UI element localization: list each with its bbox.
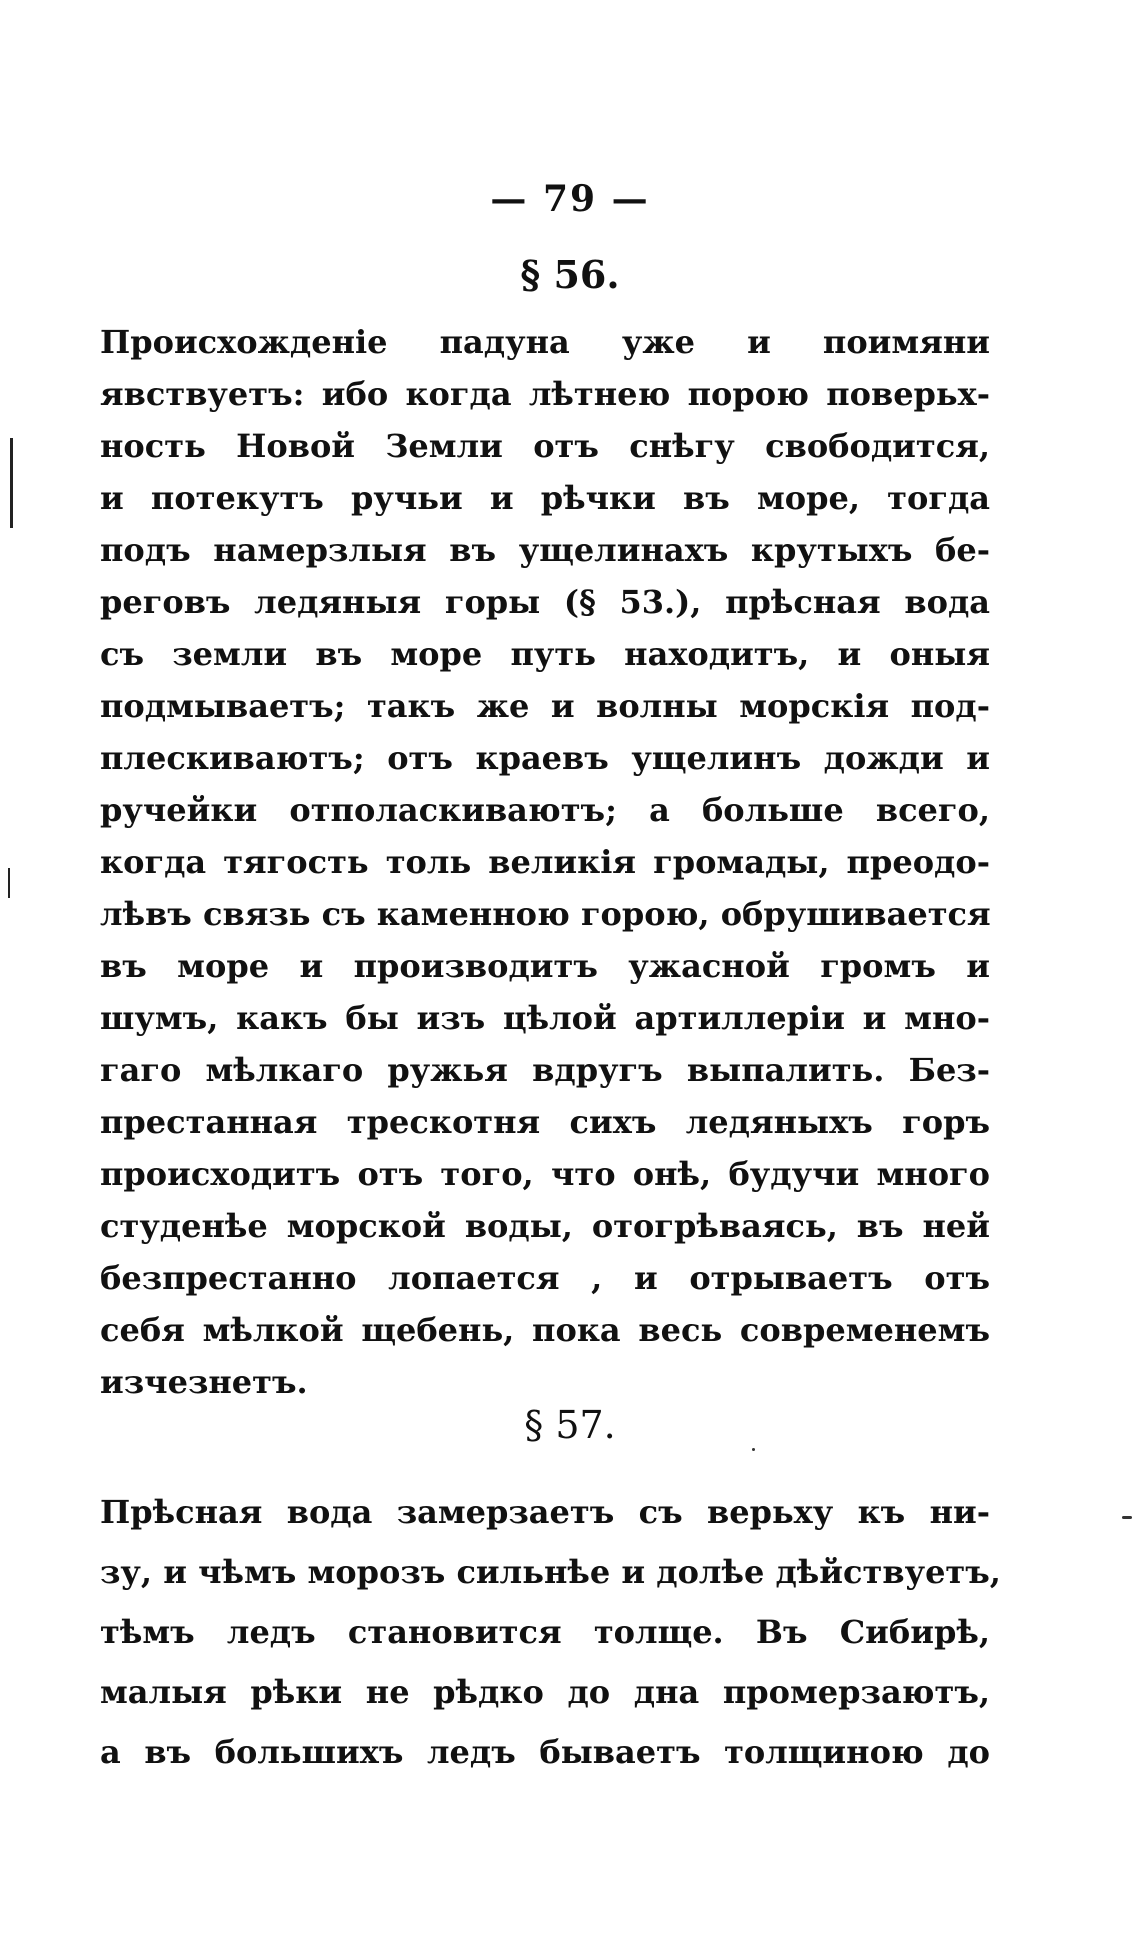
text-line: и потекутъ ручьи и рѣчки въ море, тогда [100, 479, 990, 517]
text-line: престанная трескотня сихъ ледяныхъ горъ [100, 1103, 990, 1141]
text-line: студенѣе морской воды, отогрѣваясь, въ ней [100, 1207, 990, 1245]
text-line: тѣмъ ледъ становится толще. Въ Сибирѣ, [100, 1613, 990, 1651]
text-line: въ море и производитъ ужасной громъ и [100, 947, 990, 985]
scan-margin-mark [8, 868, 10, 898]
text-line: гаго мѣлкаго ружья вдругъ выпалить. Без- [100, 1051, 990, 1089]
page-number: — 79 — [490, 178, 650, 220]
scan-speck [1122, 1516, 1132, 1519]
scan-speck [752, 1448, 755, 1451]
text-line: малыя рѣки не рѣдко до дна промерзаютъ, [100, 1673, 990, 1711]
text-line: происходитъ отъ того, что онѣ, будучи много [100, 1155, 990, 1193]
text-line: реговъ ледяныя горы (§ 53.), прѣсная вода [100, 583, 990, 621]
text-line: ность Новой Земли отъ снѣгу свободится, [100, 427, 990, 465]
text-line: а въ большихъ ледъ бываетъ толщиною до [100, 1733, 990, 1771]
text-line: безпрестанно лопается , и отрываетъ отъ [100, 1259, 990, 1297]
text-line: зу, и чѣмъ морозъ сильнѣе и долѣе дѣйствуетъ, [100, 1553, 1001, 1591]
scan-margin-mark [10, 438, 13, 528]
text-line: явствуетъ: ибо когда лѣтнею порою поверьх- [100, 375, 990, 413]
text-line: ручейки отполаскиваютъ; а больше всего, [100, 791, 990, 829]
text-line: подмываетъ; такъ же и волны морскія под- [100, 687, 990, 725]
text-line: шумъ, какъ бы изъ цѣлой артиллеріи и мно- [100, 999, 990, 1037]
section-57-heading: § 57. [524, 1403, 616, 1447]
text-line: съ земли въ море путь находитъ, и оныя [100, 635, 990, 673]
text-line: изчезнетъ. [100, 1363, 308, 1401]
text-line: себя мѣлкой щебень, пока весь современемъ [100, 1311, 990, 1349]
text-line: подъ намерзлыя въ ущелинахъ крутыхъ бе- [100, 531, 990, 569]
text-line: плескиваютъ; отъ краевъ ущелинъ дожди и [100, 739, 990, 777]
text-line: когда тягость толь великія громады, преодо- [100, 843, 990, 881]
section-56-heading: § 56. [520, 252, 620, 297]
text-line: Прѣсная вода замерзаетъ съ верьху къ ни- [100, 1493, 990, 1531]
text-line: лѣвъ связь съ каменною горою, обрушивается [100, 895, 991, 933]
section-57-paragraph [100, 1482, 1001, 1782]
section-56-paragraph [100, 316, 990, 1408]
text-line: Происхожденіе падуна уже и поимяни [100, 323, 990, 361]
